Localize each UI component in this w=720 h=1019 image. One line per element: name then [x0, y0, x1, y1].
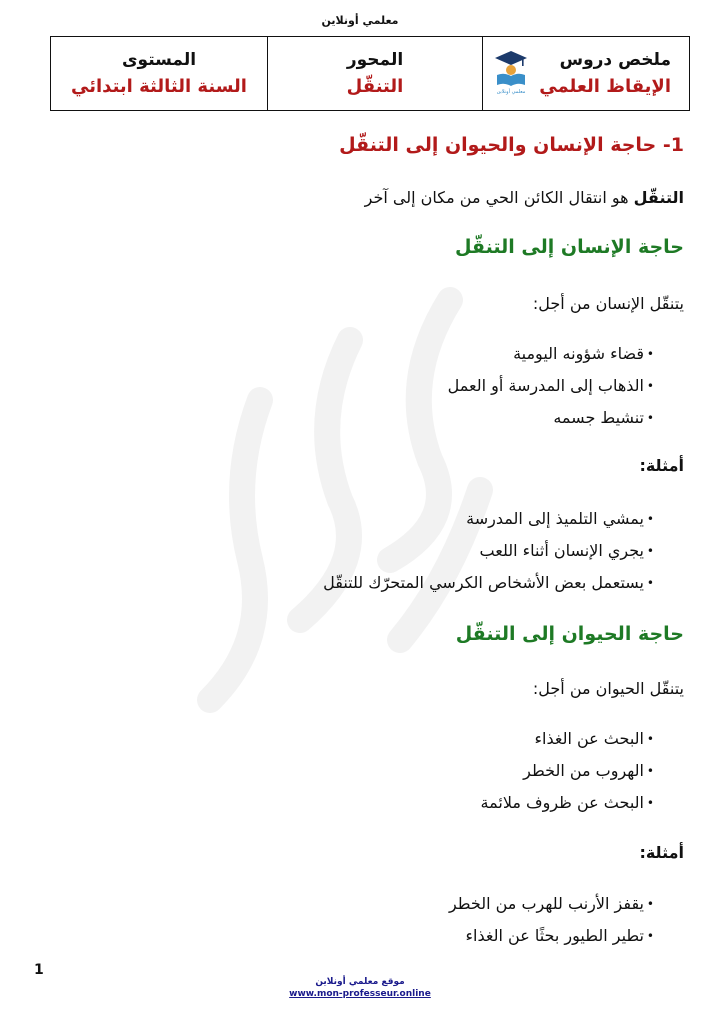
- animal-reasons-list: [481, 723, 684, 819]
- site-name-header: معلمي أونلاين: [321, 14, 399, 27]
- axis-label: المحور: [346, 50, 404, 70]
- lesson-title: الإيقاظ العلمي: [539, 76, 671, 97]
- page-number: 1: [34, 962, 44, 978]
- level-value: السنة الثالثة ابتدائي: [71, 76, 247, 97]
- footer-site-label: موقع معلمي أونلاين: [315, 977, 405, 987]
- human-reasons-list: [448, 338, 684, 434]
- level-label: المستوى: [121, 50, 197, 70]
- definition-term: التنقّل: [633, 188, 684, 207]
- list-item: • تنشيط جسمه: [448, 402, 684, 434]
- animal-section-title: حاجة الحيوان إلى التنقّل: [455, 623, 684, 645]
- logo-caption: معلمي أونلاين: [496, 89, 526, 95]
- lesson-summary-label: ملخص دروس: [559, 50, 671, 70]
- animal-examples-label: أمثلة:: [639, 843, 684, 862]
- level-cell: [51, 37, 268, 111]
- human-section-title: حاجة الإنسان إلى التنقّل: [454, 236, 684, 258]
- section-title: 1- حاجة الإنسان والحيوان إلى التنقّل: [339, 134, 684, 156]
- list-item: • الذهاب إلى المدرسة أو العمل: [448, 370, 684, 402]
- list-item: • البحث عن ظروف ملائمة: [481, 787, 684, 819]
- definition-paragraph: [365, 188, 684, 207]
- human-examples-label: أمثلة:: [639, 456, 684, 475]
- lesson-cell: [483, 37, 690, 111]
- list-item: • يقفز الأرنب للهرب من الخطر: [449, 888, 684, 920]
- animal-examples-list: [449, 888, 684, 952]
- list-item: • يجري الإنسان أثناء اللعب: [323, 535, 684, 567]
- animal-intro: يتنقّل الحيوان من أجل:: [532, 679, 684, 698]
- list-item: • يستعمل بعض الأشخاص الكرسي المتحرّك للتنقّل: [323, 567, 684, 599]
- list-item: • تطير الطيور بحثًا عن الغذاء: [449, 920, 684, 952]
- human-intro: يتنقّل الإنسان من أجل:: [532, 294, 684, 313]
- definition-text: هو انتقال الكائن الحي من مكان إلى آخر: [364, 188, 634, 207]
- list-item: • قضاء شؤونه اليومية: [448, 338, 684, 370]
- watermark: [150, 260, 530, 740]
- lesson-info-table: [50, 36, 690, 111]
- footer-site-link[interactable]: www.mon-professeur.online: [289, 989, 431, 999]
- site-logo-icon: [493, 49, 529, 95]
- axis-cell: [268, 37, 483, 111]
- list-item: • البحث عن الغذاء: [481, 723, 684, 755]
- list-item: • يمشي التلميذ إلى المدرسة: [323, 503, 684, 535]
- human-examples-list: [323, 503, 684, 599]
- axis-value: التنقّل: [346, 76, 404, 97]
- footer: [0, 976, 720, 1000]
- list-item: • الهروب من الخطر: [481, 755, 684, 787]
